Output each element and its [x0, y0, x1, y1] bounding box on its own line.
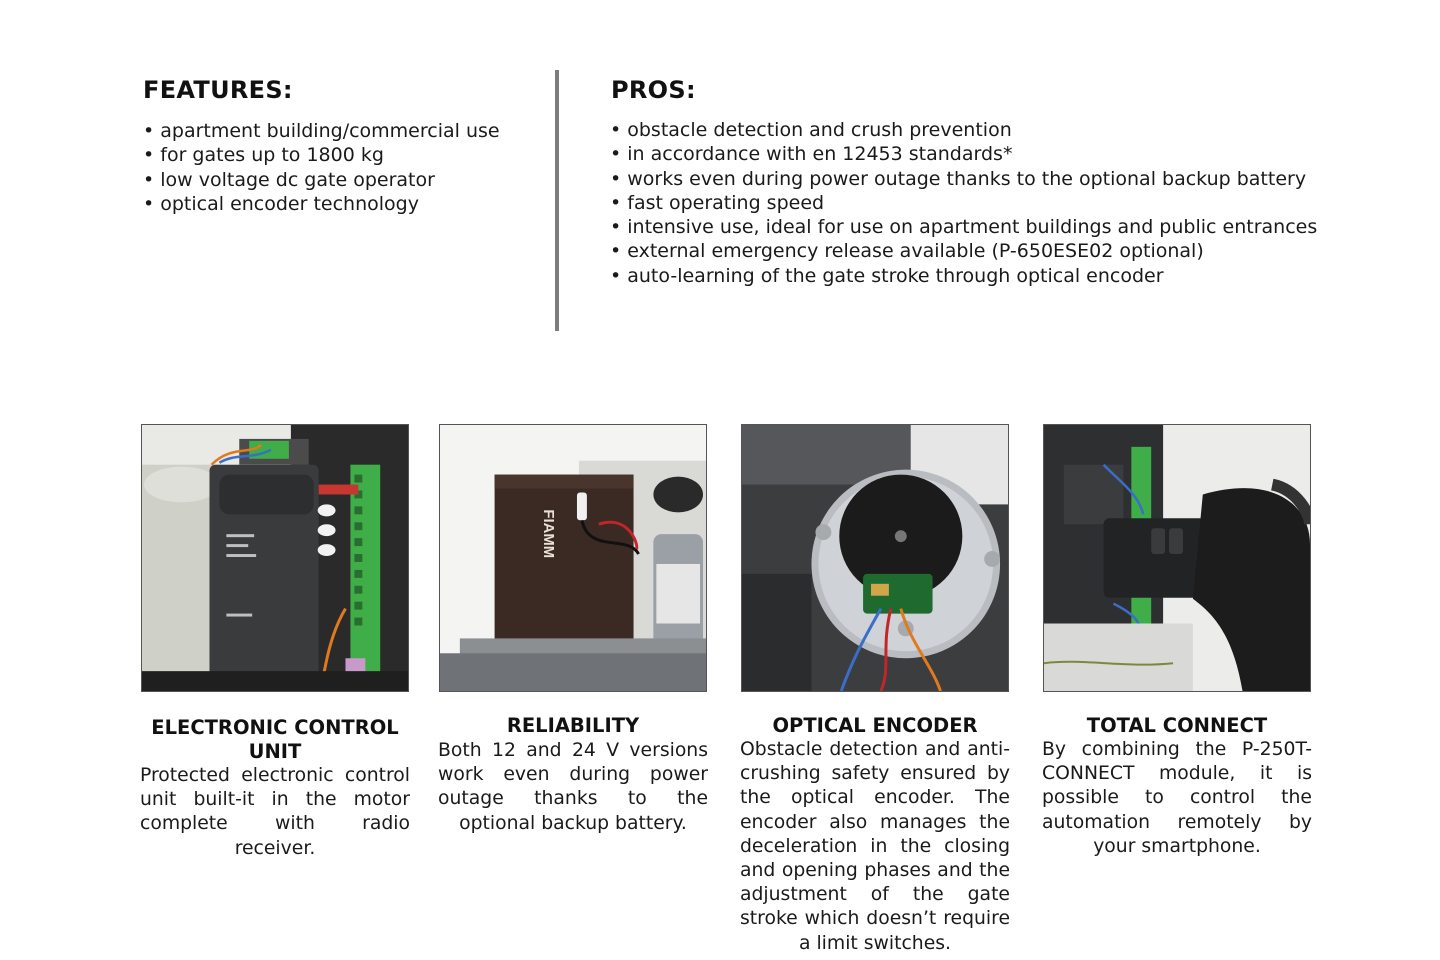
list-item: • fast operating speed	[610, 191, 1390, 215]
card-title-optical-encoder: OPTICAL ENCODER	[772, 714, 978, 737]
list-item: • optical encoder technology	[143, 192, 543, 216]
battery-brand-text: FIAMM	[540, 509, 557, 559]
pros-list	[610, 118, 1390, 288]
card-text-total-connect: By combining the P-250T-CONNECT module, it is possible to control the automation remotely by your smartphone.	[1042, 739, 1312, 857]
list-item: • apartment building/commercial use	[143, 119, 543, 143]
list-item: • low voltage dc gate operator	[143, 168, 543, 192]
features-heading: FEATURES:	[143, 76, 293, 104]
card-text-optical-encoder: Obstacle detection and anti-crushing safety ensured by the optical encoder. The encoder also manages the deceleration in the closing and opening phases and the adjustment of the gate stroke which doesn’t require a limit switches.	[740, 739, 1010, 954]
list-item: • obstacle detection and crush prevention	[610, 118, 1390, 142]
list-item: • external emergency release available (P-650ESE02 optional)	[610, 239, 1390, 263]
column-divider	[555, 70, 559, 331]
card-title-electronic-control-unit: ELECTRONIC CONTROL UNIT	[151, 716, 399, 764]
control-unit-photo	[141, 424, 409, 692]
optical-encoder-photo	[741, 424, 1009, 692]
card-title-reliability: RELIABILITY	[506, 714, 640, 737]
card-title-total-connect: TOTAL CONNECT	[1086, 714, 1268, 737]
list-item: • auto-learning of the gate stroke through optical encoder	[610, 264, 1390, 288]
features-list	[143, 119, 543, 216]
card-text-electronic-control-unit: Protected electronic control unit built-it in the motor complete with radio receiver.	[140, 765, 410, 859]
list-item: • in accordance with en 12453 standards*	[610, 142, 1390, 166]
list-item: • works even during power outage thanks to the optional backup battery	[610, 167, 1390, 191]
card-text-reliability: Both 12 and 24 V versions work even during power outage thanks to the optional backup battery.	[438, 740, 708, 834]
backup-battery-photo	[439, 424, 707, 692]
connect-module-photo	[1043, 424, 1311, 692]
list-item: • for gates up to 1800 kg	[143, 143, 543, 167]
list-item: • intensive use, ideal for use on apartment buildings and public entrances	[610, 215, 1390, 239]
pros-heading: PROS:	[611, 76, 696, 104]
